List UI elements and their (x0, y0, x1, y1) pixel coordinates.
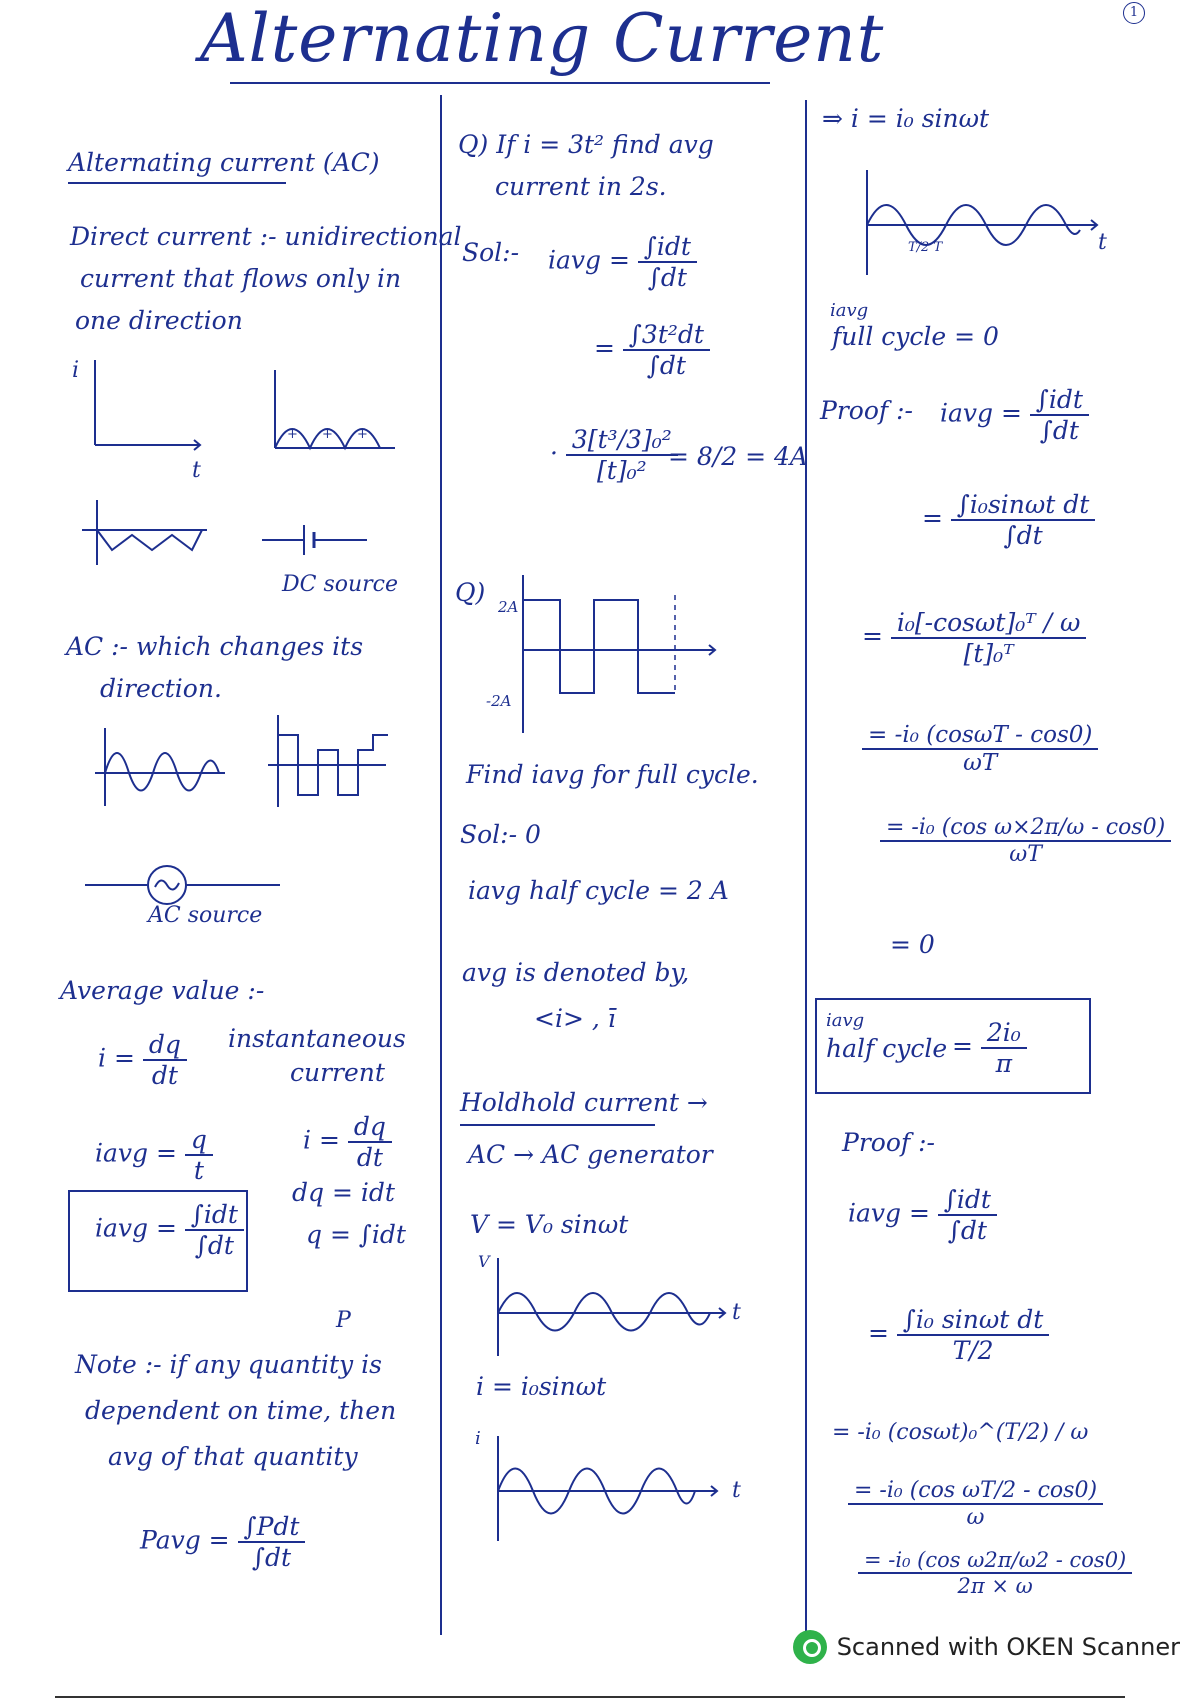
dc-definition-line-2: current that flows only in (80, 264, 402, 293)
proof2-f5-denominator: 2π × ω (957, 1574, 1033, 1598)
q-numerator: q (185, 1125, 213, 1156)
scanner-watermark (793, 1630, 1180, 1664)
pavg-fraction (238, 1512, 306, 1572)
ac-sine-sketch (95, 728, 230, 808)
proof1-f4-numerator: = -i₀ (cosωT - cos0) (862, 722, 1098, 750)
box-pi-denominator: π (995, 1049, 1013, 1078)
pavg-numerator: ∫Pdt (238, 1512, 306, 1543)
ac-heading-underline (68, 182, 286, 184)
box-integral-denominator: ∫dt (194, 1231, 234, 1260)
q-over-t-fraction (185, 1125, 213, 1185)
t-denominator: t (193, 1156, 204, 1185)
scanner-logo-icon (793, 1630, 827, 1664)
proof-2-step-2 (868, 1305, 1049, 1365)
ac-definition-line-2: direction. (100, 674, 222, 703)
proof2-f2-numerator: ∫i₀ sinωt dt (897, 1305, 1049, 1336)
dq-dt-fraction (143, 1030, 187, 1090)
ac-source-symbol (85, 865, 285, 905)
proof-1-label: Proof :- (820, 396, 913, 425)
iavg-box-formula (95, 1200, 244, 1260)
average-value-heading: Average value :- (60, 976, 265, 1005)
proof1-fraction-2 (951, 490, 1095, 550)
box-equals: = (952, 1031, 981, 1061)
svg-text:+: + (322, 427, 333, 442)
dc-pulsating-graph (270, 370, 400, 450)
note-power-label: P (336, 1308, 351, 1333)
proof2-f4-numerator: = -i₀ (cos ωT/2 - cos0) (848, 1478, 1103, 1505)
proof1-fraction-4 (862, 722, 1098, 776)
square-wave-y-negative: -2A (486, 692, 512, 710)
dc-sawtooth-graph (82, 500, 212, 570)
solution-1-step-1 (548, 232, 697, 292)
i-eq-lhs: i = (98, 1043, 135, 1073)
instantaneous-label: instantaneous (228, 1024, 406, 1053)
sol1-f2-numerator: ∫3t²dt (623, 320, 710, 351)
ac-heading: Alternating current (AC) (68, 148, 380, 177)
proof-2-step-4 (848, 1478, 1103, 1530)
column-divider-2 (805, 100, 807, 1640)
page-number: 1 (1123, 2, 1145, 24)
ac-square-sketch (268, 715, 393, 810)
pavg-lhs: Pavg = (140, 1525, 230, 1555)
note-line-2: dependent on time, then (85, 1396, 397, 1425)
current-graph-t-axis: t (732, 1478, 741, 1503)
proof2-f2-denominator: T/2 (952, 1336, 994, 1365)
avg-notation: <i> , ī (534, 1004, 616, 1033)
box-2i0-numerator: 2i₀ (981, 1018, 1027, 1049)
sol1-fraction-3 (566, 425, 678, 485)
proof-1-result: = 0 (890, 930, 935, 959)
bottom-rule (55, 1696, 1125, 1698)
dc-constant-graph (90, 360, 210, 460)
proof2-iavg: iavg = (848, 1198, 930, 1228)
proof-1-step-2 (922, 490, 1095, 550)
dc-definition-line-1: Direct current :- unidirectional (70, 222, 462, 251)
find-iavg-text: Find iavg for full cycle. (466, 760, 759, 789)
question-1-line-2: current in 2s. (495, 172, 667, 201)
dq2-numerator: dq (348, 1112, 392, 1143)
dq-equals-idt: dq = idt (292, 1178, 395, 1207)
dt2-denominator: dt (356, 1143, 383, 1172)
ac-generator-text: AC → AC generator (468, 1140, 713, 1169)
voltage-equation: V = V₀ sinωt (470, 1210, 629, 1239)
solution-1-step-3 (550, 425, 678, 485)
dc-source-symbol (262, 520, 372, 560)
i-dq-dt-eq (303, 1112, 392, 1172)
dq-dt-fraction-2 (348, 1112, 392, 1172)
current-sine-equation: ⇒ i = i₀ sinωt (822, 104, 990, 133)
iavg-lhs: iavg = (95, 1138, 177, 1168)
pavg-denominator: ∫dt (251, 1543, 292, 1572)
proof1-f2-numerator: ∫i₀sinωt dt (951, 490, 1095, 521)
question-2-label: Q) (455, 578, 486, 607)
avg-denoted-text: avg is denoted by, (462, 958, 690, 987)
proof2-f1-numerator: ∫idt (938, 1185, 997, 1216)
scanner-text: Scanned with OKEN Scanner (836, 1633, 1180, 1661)
proof1-f5-numerator: = -i₀ (cos ω×2π/ω - cos0) (880, 815, 1171, 842)
voltage-graph-v-axis: V (478, 1252, 490, 1271)
proof2-f4-denominator: ω (966, 1505, 985, 1530)
proof2-fraction-4 (848, 1478, 1103, 1530)
box-half-cycle-formula (952, 1018, 1027, 1078)
voltage-sine-graph (495, 1258, 735, 1358)
voltage-graph-t-axis: t (732, 1300, 741, 1325)
sine-graph-period-marks: T/2 T (908, 240, 943, 255)
proof2-f5-numerator: = -i₀ (cos ω2π/ω2 - cos0) (858, 1548, 1132, 1574)
proof-2-label: Proof :- (842, 1128, 935, 1157)
sol1-equals-3: · (550, 438, 566, 468)
proof1-iavg: iavg = (940, 398, 1022, 428)
dt-denominator: dt (151, 1061, 178, 1090)
current-equation: i = i₀sinωt (476, 1372, 607, 1401)
proof-1-step-4 (862, 722, 1098, 776)
dc-definition-line-3: one direction (75, 306, 243, 335)
instantaneous-current-eq (98, 1030, 187, 1090)
column-divider-1 (440, 95, 442, 1635)
dc-source-label: DC source (282, 572, 399, 597)
half-cycle-result: iavg half cycle = 2 A (468, 876, 729, 905)
box-iavg-label: iavg (826, 1010, 865, 1031)
note-line-3: avg of that quantity (108, 1442, 358, 1471)
proof1-f3-numerator: i₀[-cosωt]₀ᵀ / ω (891, 608, 1087, 639)
current-sine-graph-col3 (862, 170, 1112, 280)
sol1-f1-numerator: ∫idt (638, 232, 697, 263)
proof1-f3-denominator: [t]₀ᵀ (963, 639, 1014, 668)
proof1-fraction-1 (1030, 385, 1089, 445)
proof-2-step-1 (848, 1185, 997, 1245)
proof2-equals-2: = (868, 1318, 897, 1348)
proof-2-step-5 (858, 1548, 1132, 1598)
sol1-fraction-2 (623, 320, 710, 380)
ac-definition-line-1: AC :- which changes its (66, 632, 364, 661)
box-half-cycle-label: half cycle (826, 1034, 948, 1063)
sol1-fraction-1 (638, 232, 697, 292)
household-current-label: Holdhold current → (460, 1088, 708, 1117)
iavg-full-cycle-label-1: iavg (830, 300, 869, 321)
sol1-equals-2: = (594, 333, 623, 363)
svg-text:+: + (287, 427, 298, 442)
current-graph-i-axis: i (475, 1428, 481, 1449)
square-wave-graph (520, 575, 720, 735)
dc-graph-axis-t: t (192, 458, 201, 483)
proof1-f4-denominator: ωT (963, 750, 998, 776)
sol1-iavg: iavg = (548, 245, 630, 275)
proof1-f5-denominator: ωT (1009, 842, 1042, 867)
dc-graph-axis-i: i (72, 358, 80, 383)
proof1-equals-3: = (862, 621, 891, 651)
note-line-1: Note :- if any quantity is (75, 1350, 382, 1379)
sol1-f3-numerator: 3[t³/3]₀² (566, 425, 678, 456)
proof-2-step-3: = -i₀ (cosωt)₀^(T/2) / ω (832, 1420, 1089, 1445)
current-sine-graph (495, 1436, 725, 1546)
sol1-f2-denominator: ∫dt (646, 351, 686, 380)
solution-2-label: Sol:- 0 (460, 820, 541, 849)
sine-graph-t-axis: t (1098, 230, 1107, 255)
box-integral-numerator: ∫idt (185, 1200, 244, 1231)
proof1-equals-2: = (922, 503, 951, 533)
sol1-f3-denominator: [t]₀² (597, 456, 647, 485)
proof-1-step-5 (880, 815, 1171, 867)
solution-1-result: = 8/2 = 4A (668, 442, 808, 471)
box-integral-fraction (185, 1200, 244, 1260)
proof2-f1-denominator: ∫dt (947, 1216, 987, 1245)
question-1-line-1: Q) If i = 3t² find avg (458, 130, 714, 159)
current-label: current (290, 1058, 385, 1087)
box-2i0-pi-fraction (981, 1018, 1027, 1078)
dq-numerator: dq (143, 1030, 187, 1061)
proof2-fraction-5 (858, 1548, 1132, 1598)
proof2-fraction-2 (897, 1305, 1049, 1365)
box-iavg-lhs: iavg = (95, 1213, 177, 1243)
svg-text:+: + (357, 427, 368, 442)
sol1-f1-denominator: ∫dt (647, 263, 687, 292)
proof1-f2-denominator: ∫dt (1003, 521, 1043, 550)
proof-1-step-1 (940, 385, 1089, 445)
solution-1-label: Sol:- (462, 238, 520, 267)
ac-source-label: AC source (148, 903, 263, 928)
iavg-full-cycle-label-2: full cycle = 0 (832, 322, 999, 351)
proof1-f1-denominator: ∫dt (1039, 416, 1079, 445)
proof2-fraction-1 (938, 1185, 997, 1245)
square-wave-y-positive: 2A (498, 598, 519, 616)
iavg-q-over-t-eq (95, 1125, 213, 1185)
title-underline (230, 82, 770, 84)
page-title: Alternating Current (200, 0, 885, 77)
proof1-fraction-5 (880, 815, 1171, 867)
pavg-formula (140, 1512, 305, 1572)
i-eq2-lhs: i = (303, 1125, 340, 1155)
proof-1-step-3 (862, 608, 1086, 668)
q-equals-integral: q = ∫idt (306, 1220, 406, 1249)
solution-1-step-2 (594, 320, 710, 380)
household-underline (460, 1124, 655, 1126)
proof1-fraction-3 (891, 608, 1087, 668)
proof1-f1-numerator: ∫idt (1030, 385, 1089, 416)
